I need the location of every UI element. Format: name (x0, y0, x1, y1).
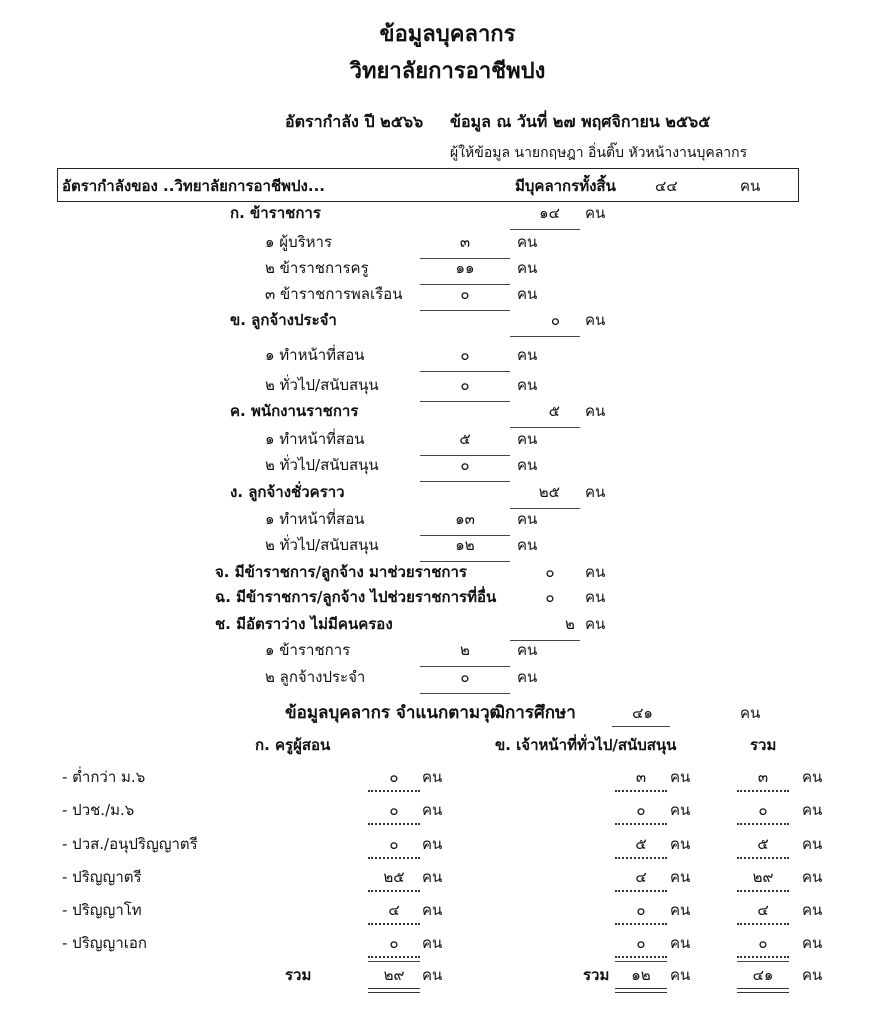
unit-label: คน (422, 901, 443, 919)
staff-sub-label: ๑ ข้าราชการ (265, 641, 351, 659)
education-value: ๔ (635, 868, 647, 886)
education-value: ๐ (758, 801, 768, 819)
education-value: ๕ (635, 835, 647, 853)
column-header-total: รวม (750, 736, 777, 754)
underline (510, 229, 580, 230)
unit-label: คน (422, 934, 443, 952)
staff-sub-label: ๒ ทั่วไป/สนับสนุน (265, 376, 379, 394)
unit-label: คน (517, 510, 538, 528)
informant: ผู้ให้ข้อมูล นายกฤษฎา อิ่นติ๊บ หัวหน้างานบุคลากร (450, 145, 748, 161)
underline (368, 961, 420, 962)
education-value: ๒๙ (752, 868, 774, 886)
unit-label: คน (802, 934, 823, 952)
dotted-underline (737, 923, 789, 925)
summary-unit: คน (740, 177, 761, 195)
dotted-underline (615, 790, 667, 792)
staff-group-label: ข. ลูกจ้างประจำ (230, 311, 337, 329)
total-value: ๔๑ (752, 966, 774, 984)
underline (510, 427, 580, 428)
dotted-underline (615, 890, 667, 892)
unit-label: คน (802, 801, 823, 819)
staff-sub-label: ๒ ทั่วไป/สนับสนุน (265, 536, 379, 554)
column-header-support: ข. เจ้าหน้าที่ทั่วไป/สนับสนุน (495, 736, 677, 754)
unit-label: คน (517, 285, 538, 303)
unit-label: คน (802, 768, 823, 786)
staff-sub-label: ๑ ทำหน้าที่สอน (265, 346, 365, 364)
unit-label: คน (517, 536, 538, 554)
staff-group-label: ค. พนักงานราชการ (230, 402, 359, 420)
summary-total-label: มีบุคลากรทั้งสิ้น (515, 177, 616, 195)
underline (612, 726, 670, 727)
underline (510, 336, 580, 337)
unit-label: คน (422, 835, 443, 853)
unit-label: คน (517, 668, 538, 686)
unit-label: คน (802, 966, 823, 984)
staff-sub-value: ๐ (460, 668, 470, 686)
education-value: ๐ (636, 801, 646, 819)
total-value: ๑๒ (631, 966, 651, 984)
underline (615, 961, 667, 962)
education-row-label: - ปวช./ม.๖ (62, 801, 135, 819)
dotted-underline (368, 790, 420, 792)
total-label: รวม (583, 966, 610, 984)
rate-year: อัตรากำลัง ปี ๒๕๖๖ (285, 112, 424, 131)
staff-sub-label: ๒ ลูกจ้างประจำ (265, 668, 366, 686)
column-header-teachers: ก. ครูผู้สอน (255, 736, 331, 754)
staff-other-value: ๐ (545, 588, 555, 606)
staff-group-value: ๐ (550, 311, 560, 329)
dotted-underline (368, 857, 420, 859)
education-value: ๔ (757, 901, 769, 919)
dotted-underline (737, 857, 789, 859)
unit-label: คน (422, 801, 443, 819)
staff-sub-value: ๑๑ (455, 259, 475, 277)
staff-sub-value: ๕ (459, 430, 471, 448)
staff-sub-label: ๒ ข้าราชการครู (265, 259, 369, 277)
dotted-underline (615, 923, 667, 925)
underline (420, 371, 510, 372)
unit-label: คน (670, 966, 691, 984)
staff-other-label: ฉ. มีข้าราชการ/ลูกจ้าง ไปช่วยราชการที่อื่น (215, 588, 497, 606)
unit-label: คน (670, 868, 691, 886)
double-underline (737, 988, 789, 993)
unit-label: คน (517, 456, 538, 474)
summary-total-value: ๔๔ (655, 177, 678, 195)
unit-label: คน (670, 901, 691, 919)
dotted-underline (615, 956, 667, 958)
staff-group-label: ก. ข้าราชการ (230, 204, 321, 222)
education-heading: ข้อมูลบุคลากร จำแนกตามวุฒิการศึกษา (285, 703, 576, 723)
underline (420, 401, 510, 402)
dotted-underline (368, 823, 420, 825)
education-value: ๐ (389, 835, 399, 853)
unit-label: คน (802, 901, 823, 919)
unit-label: คน (585, 311, 606, 329)
staff-sub-value: ๑๒ (455, 536, 475, 554)
unit-label: คน (670, 768, 691, 786)
dotted-underline (737, 956, 789, 958)
dotted-underline (615, 857, 667, 859)
summary-label: อัตรากำลังของ ..วิทยาลัยการอาชีพปง... (62, 177, 325, 195)
dotted-underline (737, 890, 789, 892)
staff-sub-value: ๓ (459, 233, 471, 251)
underline (420, 481, 510, 482)
unit-label: คน (517, 641, 538, 659)
double-underline (615, 988, 667, 993)
unit-label: คน (422, 768, 443, 786)
staff-sub-label: ๑ ทำหน้าที่สอน (265, 510, 365, 528)
unit-label: คน (585, 563, 606, 581)
dotted-underline (368, 923, 420, 925)
unit-label: คน (670, 934, 691, 952)
staff-sub-value: ๒ (460, 641, 470, 659)
total-value: ๒๙ (383, 966, 405, 984)
staff-other-label: จ. มีข้าราชการ/ลูกจ้าง มาช่วยราชการ (215, 563, 467, 581)
education-value: ๐ (758, 934, 768, 952)
education-value: ๐ (636, 934, 646, 952)
staff-sub-label: ๑ ทำหน้าที่สอน (265, 430, 365, 448)
unit-label: คน (517, 259, 538, 277)
education-row-label: - ปริญญาตรี (62, 868, 142, 886)
unit-label: คน (422, 966, 443, 984)
dotted-underline (737, 823, 789, 825)
unit-label: คน (585, 204, 606, 222)
unit-label: คน (422, 868, 443, 886)
unit-label: คน (585, 483, 606, 501)
staff-group-value: ๕ (548, 402, 560, 420)
unit-label: คน (517, 376, 538, 394)
staff-group-value: ๒๕ (538, 483, 560, 501)
unit-label: คน (585, 402, 606, 420)
education-value: ๐ (636, 901, 646, 919)
unit-label: คน (585, 615, 606, 633)
education-value: ๓ (757, 768, 769, 786)
staff-sub-label: ๓ ข้าราชการพลเรือน (265, 285, 403, 303)
education-value: ๐ (389, 801, 399, 819)
education-value: ๐ (389, 768, 399, 786)
dotted-underline (615, 823, 667, 825)
total-label: รวม (285, 966, 312, 984)
unit-label: คน (670, 801, 691, 819)
staff-other-value: ๐ (545, 563, 555, 581)
staff-other-value: ๒ (565, 615, 575, 633)
unit-label: คน (517, 346, 538, 364)
unit-label: คน (670, 835, 691, 853)
education-value: ๔ (388, 901, 400, 919)
staff-sub-value: ๑๓ (455, 510, 475, 528)
education-value: ๐ (389, 934, 399, 952)
staff-other-label: ช. มีอัตราว่าง ไม่มีคนครอง (215, 615, 393, 633)
education-row-label: - ปวส./อนุปริญญาตรี (62, 835, 198, 853)
education-row-label: - ปริญญาโท (62, 901, 142, 919)
staff-sub-value: ๐ (460, 285, 470, 303)
underline (737, 961, 789, 962)
double-underline (368, 988, 420, 993)
underline (420, 693, 510, 694)
staff-sub-value: ๐ (460, 376, 470, 394)
data-date: ข้อมูล ณ วันที่ ๒๗ พฤศจิกายน ๒๕๖๕ (450, 112, 711, 131)
dotted-underline (368, 956, 420, 958)
college-name: วิทยาลัยการอาชีพปง (349, 59, 546, 84)
staff-group-label: ง. ลูกจ้างชั่วคราว (230, 483, 345, 501)
education-heading-unit: คน (740, 704, 761, 722)
unit-label: คน (802, 868, 823, 886)
education-value: ๕ (757, 835, 769, 853)
dotted-underline (737, 790, 789, 792)
staff-group-value: ๑๔ (539, 204, 560, 222)
dotted-underline (368, 890, 420, 892)
education-heading-value: ๔๑ (632, 704, 653, 722)
staff-sub-label: ๒ ทั่วไป/สนับสนุน (265, 456, 379, 474)
unit-label: คน (517, 233, 538, 251)
staff-sub-value: ๐ (460, 346, 470, 364)
underline (420, 310, 510, 311)
unit-label: คน (585, 588, 606, 606)
document-title: ข้อมูลบุคลากร (379, 22, 516, 47)
education-value: ๒๕ (383, 868, 405, 886)
unit-label: คน (517, 430, 538, 448)
unit-label: คน (802, 835, 823, 853)
education-row-label: - ปริญญาเอก (62, 934, 147, 952)
staff-sub-label: ๑ ผู้บริหาร (265, 233, 333, 251)
education-row-label: - ต่ำกว่า ม.๖ (62, 768, 146, 786)
staff-sub-value: ๐ (460, 456, 470, 474)
education-value: ๓ (635, 768, 647, 786)
